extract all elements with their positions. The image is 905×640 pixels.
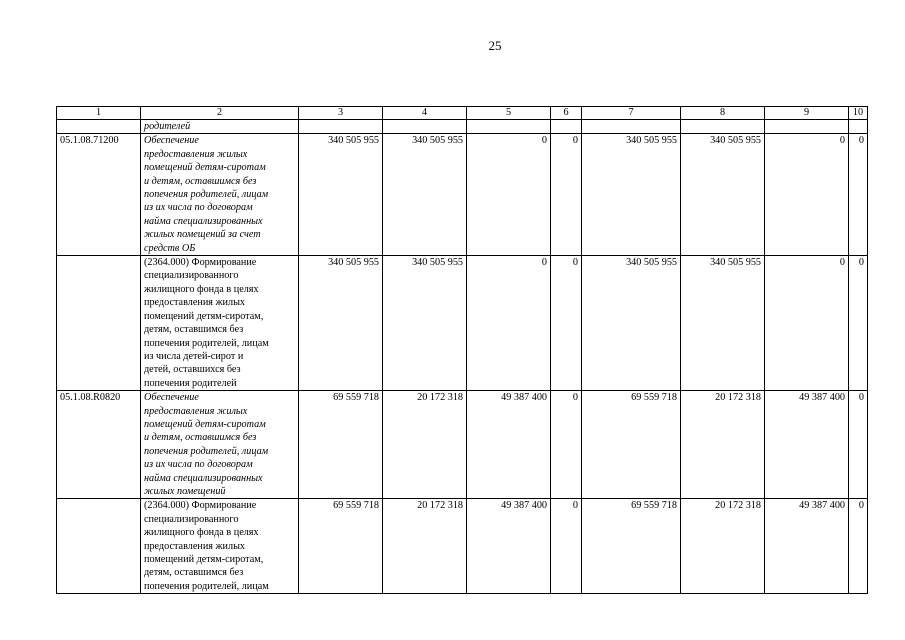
- value-cell: 49 387 400: [765, 391, 849, 499]
- value-cell: 0: [551, 134, 582, 256]
- description-line: родителей: [144, 121, 191, 132]
- value-cell: [849, 120, 868, 134]
- value-cell: 0: [849, 391, 868, 499]
- value-cell: 0: [849, 256, 868, 391]
- description-line: детям, оставшимся без: [144, 324, 244, 336]
- row-description: [141, 499, 299, 594]
- description-line: детей, оставшихся без: [144, 364, 241, 376]
- description-line: попечения родителей, лицам: [144, 337, 269, 349]
- row-code: [57, 256, 141, 391]
- description-line: средств ОБ: [144, 242, 196, 254]
- row-description: [141, 256, 299, 391]
- value-cell: [467, 120, 551, 134]
- table-row: [57, 256, 868, 391]
- table-row: [57, 120, 868, 134]
- description-line: (2364.000) Формирование: [144, 257, 257, 269]
- description-line: специализированного: [144, 270, 239, 282]
- description-line: помещений детям-сиротам: [144, 162, 266, 174]
- column-header: 1: [57, 107, 141, 120]
- description-line: попечения родителей, лицам: [144, 445, 269, 457]
- row-code: 05.1.08.R0820: [57, 391, 141, 499]
- description-line: специализированного: [144, 513, 239, 525]
- description-line: попечения родителей, лицам: [144, 189, 269, 201]
- value-cell: 20 172 318: [681, 499, 765, 594]
- value-cell: 0: [765, 256, 849, 391]
- value-cell: 340 505 955: [582, 134, 681, 256]
- row-code: [57, 120, 141, 134]
- value-cell: [681, 120, 765, 134]
- value-cell: 0: [849, 134, 868, 256]
- value-cell: 0: [765, 134, 849, 256]
- value-cell: 0: [551, 499, 582, 594]
- value-cell: 20 172 318: [383, 391, 467, 499]
- value-cell: 340 505 955: [383, 256, 467, 391]
- budget-table: [56, 106, 868, 594]
- description-line: попечения родителей: [144, 377, 237, 389]
- description-line: жилищного фонда в целях: [144, 283, 259, 295]
- description-line: жилых помещений за счет: [144, 229, 261, 241]
- description-line: найма специализированных: [144, 472, 263, 484]
- value-cell: 340 505 955: [681, 256, 765, 391]
- value-cell: 0: [551, 391, 582, 499]
- description-line: (2364.000) Формирование: [144, 500, 257, 512]
- value-cell: 0: [551, 256, 582, 391]
- column-header: 4: [383, 107, 467, 120]
- row-code: 05.1.08.71200: [57, 134, 141, 256]
- description-line: из их числа по договорам: [144, 459, 253, 471]
- description-line: предоставления жилых: [144, 405, 248, 417]
- row-description: [141, 391, 299, 499]
- value-cell: 0: [467, 256, 551, 391]
- description-line: предоставления жилых: [144, 540, 246, 552]
- description-line: предоставления жилых: [144, 297, 246, 309]
- description-line: жилищного фонда в целях: [144, 527, 259, 539]
- column-header: 7: [582, 107, 681, 120]
- description-line: из их числа по договорам: [144, 202, 253, 214]
- row-description: [141, 134, 299, 256]
- value-cell: [383, 120, 467, 134]
- description-line: предоставления жилых: [144, 148, 248, 160]
- value-cell: 49 387 400: [467, 499, 551, 594]
- value-cell: 340 505 955: [299, 256, 383, 391]
- table-body: [57, 120, 868, 594]
- column-header: 2: [141, 107, 299, 120]
- value-cell: 69 559 718: [299, 391, 383, 499]
- row-description: [141, 120, 299, 134]
- value-cell: 340 505 955: [681, 134, 765, 256]
- value-cell: 340 505 955: [582, 256, 681, 391]
- value-cell: 69 559 718: [582, 499, 681, 594]
- page-number: 25: [488, 38, 502, 53]
- value-cell: 20 172 318: [383, 499, 467, 594]
- description-line: Обеспечение: [144, 135, 199, 147]
- column-header: 6: [551, 107, 582, 120]
- description-line: и детям, оставшимся без: [144, 175, 257, 187]
- value-cell: 69 559 718: [299, 499, 383, 594]
- value-cell: 20 172 318: [681, 391, 765, 499]
- description-line: помещений детям-сиротам,: [144, 310, 264, 322]
- description-line: помещений детям-сиротам: [144, 418, 266, 430]
- description-line: Обеспечение: [144, 392, 199, 404]
- table-row: [57, 499, 868, 594]
- description-line: и детям, оставшимся без: [144, 432, 257, 444]
- description-line: найма специализированных: [144, 215, 263, 227]
- value-cell: 340 505 955: [383, 134, 467, 256]
- value-cell: 69 559 718: [582, 391, 681, 499]
- description-line: жилых помещений: [144, 485, 226, 497]
- value-cell: [765, 120, 849, 134]
- column-header: 10: [849, 107, 868, 120]
- value-cell: 49 387 400: [765, 499, 849, 594]
- value-cell: [299, 120, 383, 134]
- description-line: детям, оставшимся без: [144, 567, 244, 579]
- value-cell: 49 387 400: [467, 391, 551, 499]
- row-code: [57, 499, 141, 594]
- column-header: 5: [467, 107, 551, 120]
- description-line: из числа детей-сирот и: [144, 350, 244, 362]
- description-line: помещений детям-сиротам,: [144, 554, 264, 565]
- description-line: попечения родителей, лицам: [144, 580, 269, 592]
- header-row: [57, 107, 868, 120]
- value-cell: [582, 120, 681, 134]
- column-header: 3: [299, 107, 383, 120]
- value-cell: 0: [849, 499, 868, 594]
- table-row: [57, 134, 868, 256]
- value-cell: 0: [467, 134, 551, 256]
- column-header: 8: [681, 107, 765, 120]
- column-header: 9: [765, 107, 849, 120]
- table-row: [57, 391, 868, 499]
- value-cell: 340 505 955: [299, 134, 383, 256]
- value-cell: [551, 120, 582, 134]
